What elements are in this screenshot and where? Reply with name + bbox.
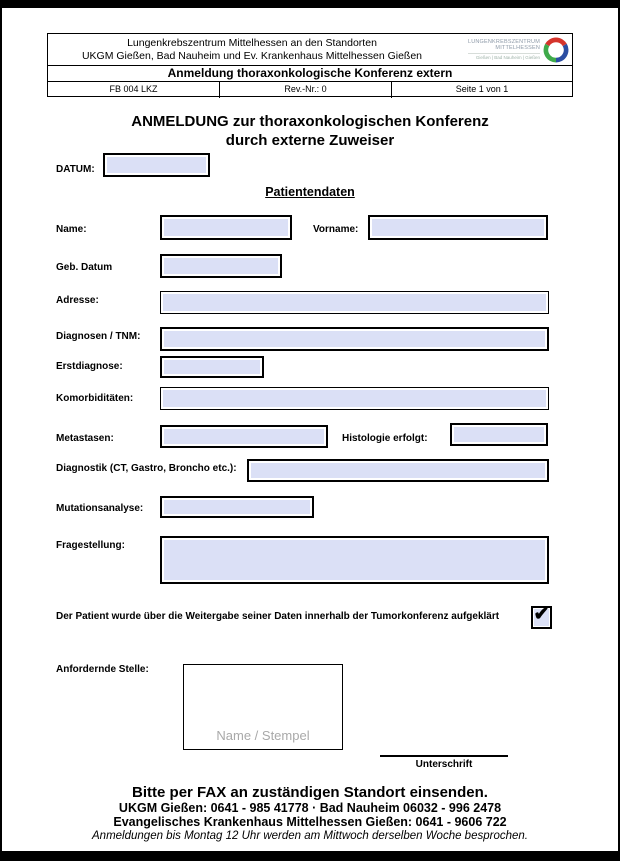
diagnosen-tnm-label: Diagnosen / TNM: (56, 331, 141, 342)
page-number: Seite 1 von 1 (391, 82, 572, 98)
section-heading-patientendaten: Patientendaten (265, 185, 355, 199)
header-table (47, 33, 573, 97)
fragestellung-textarea[interactable] (160, 536, 549, 584)
metastasen-label: Metastasen: (56, 433, 114, 444)
fragestellung-label: Fragestellung: (56, 540, 125, 551)
header-meta-row (48, 81, 572, 98)
document-title: Anmeldung thoraxonkologische Konferenz extern (48, 65, 572, 81)
fax-instruction: Bitte per FAX an zuständigen Standort einsenden. (132, 784, 488, 801)
contact-line-1: UKGM Gießen: 0641 - 985 41778 · Bad Nauheim 06032 - 996 2478 (118, 801, 502, 815)
anfordernde-stelle-label: Anfordernde Stelle: (56, 664, 149, 675)
erstdiagnose-label: Erstdiagnose: (56, 361, 123, 372)
stamp-box[interactable] (183, 664, 343, 750)
revision-number: Rev.-Nr.: 0 (219, 82, 391, 98)
vorname-input[interactable] (368, 215, 548, 240)
histologie-input[interactable] (450, 423, 548, 446)
logo-name-line1: LUNGENKREBSZENTRUM (467, 38, 540, 45)
org-line1: Lungenkrebszentrum Mittelhessen an den Standorten (127, 37, 377, 49)
lung-center-logo-icon (543, 37, 569, 63)
contact-line-2: Evangelisches Krankenhaus Mittelhessen Gießen: 0641 - 9606 722 (113, 815, 507, 829)
geb-datum-input[interactable] (160, 254, 282, 278)
check-icon: ✔ (533, 604, 550, 625)
erstdiagnose-input[interactable] (160, 356, 264, 378)
datum-label: DATUM: (56, 164, 95, 175)
deadline-note: Anmeldungen bis Montag 12 Uhr werden am Mittwoch derselben Woche besprochen. (92, 830, 528, 842)
komorbiditaeten-input[interactable] (160, 387, 549, 410)
logo-locations: Gießen | Bad Nauheim | Gießen (468, 53, 540, 61)
page-border-bottom (0, 851, 620, 861)
adresse-label: Adresse: (56, 295, 99, 306)
datum-input[interactable] (103, 153, 210, 177)
stamp-placeholder: Name / Stempel (216, 728, 310, 743)
komorbiditaeten-label: Komorbiditäten: (56, 393, 134, 404)
signature-line (380, 755, 508, 757)
histologie-label: Histologie erfolgt: (342, 433, 428, 444)
page-title (0, 112, 620, 150)
diagnostik-label: Diagnostik (CT, Gastro, Broncho etc.): (56, 463, 237, 474)
consent-text: Der Patient wurde über die Weitergabe seiner Daten innerhalb der Tumorkonferenz aufgeklärt (56, 611, 500, 622)
geb-datum-label: Geb. Datum (56, 262, 113, 273)
name-label: Name: (56, 224, 87, 235)
logo-text (468, 39, 540, 61)
form-id: FB 004 LKZ (109, 84, 158, 94)
mutationsanalyse-input[interactable] (160, 496, 314, 518)
header-org-row (48, 34, 572, 65)
org-name (48, 34, 456, 65)
metastasen-input[interactable] (160, 425, 328, 448)
name-input[interactable] (160, 215, 292, 240)
page-title-line1: ANMELDUNG zur thoraxonkologischen Konferenz (131, 113, 489, 130)
mutationsanalyse-label: Mutationsanalyse: (56, 503, 144, 514)
page-title-line2: durch externe Zuweiser (225, 132, 395, 149)
logo (456, 34, 572, 65)
signature-label: Unterschrift (415, 759, 473, 770)
adresse-input[interactable] (160, 291, 549, 314)
org-line2: UKGM Gießen, Bad Nauheim und Ev. Krankenhaus Mittelhessen Gießen (81, 50, 423, 62)
page-border-top (0, 0, 620, 8)
diagnostik-input[interactable] (247, 459, 549, 482)
logo-name-line2: MITTELHESSEN (495, 44, 540, 51)
vorname-label: Vorname: (313, 224, 359, 235)
consent-checkbox[interactable] (531, 606, 552, 629)
diagnosen-tnm-input[interactable] (160, 327, 549, 351)
